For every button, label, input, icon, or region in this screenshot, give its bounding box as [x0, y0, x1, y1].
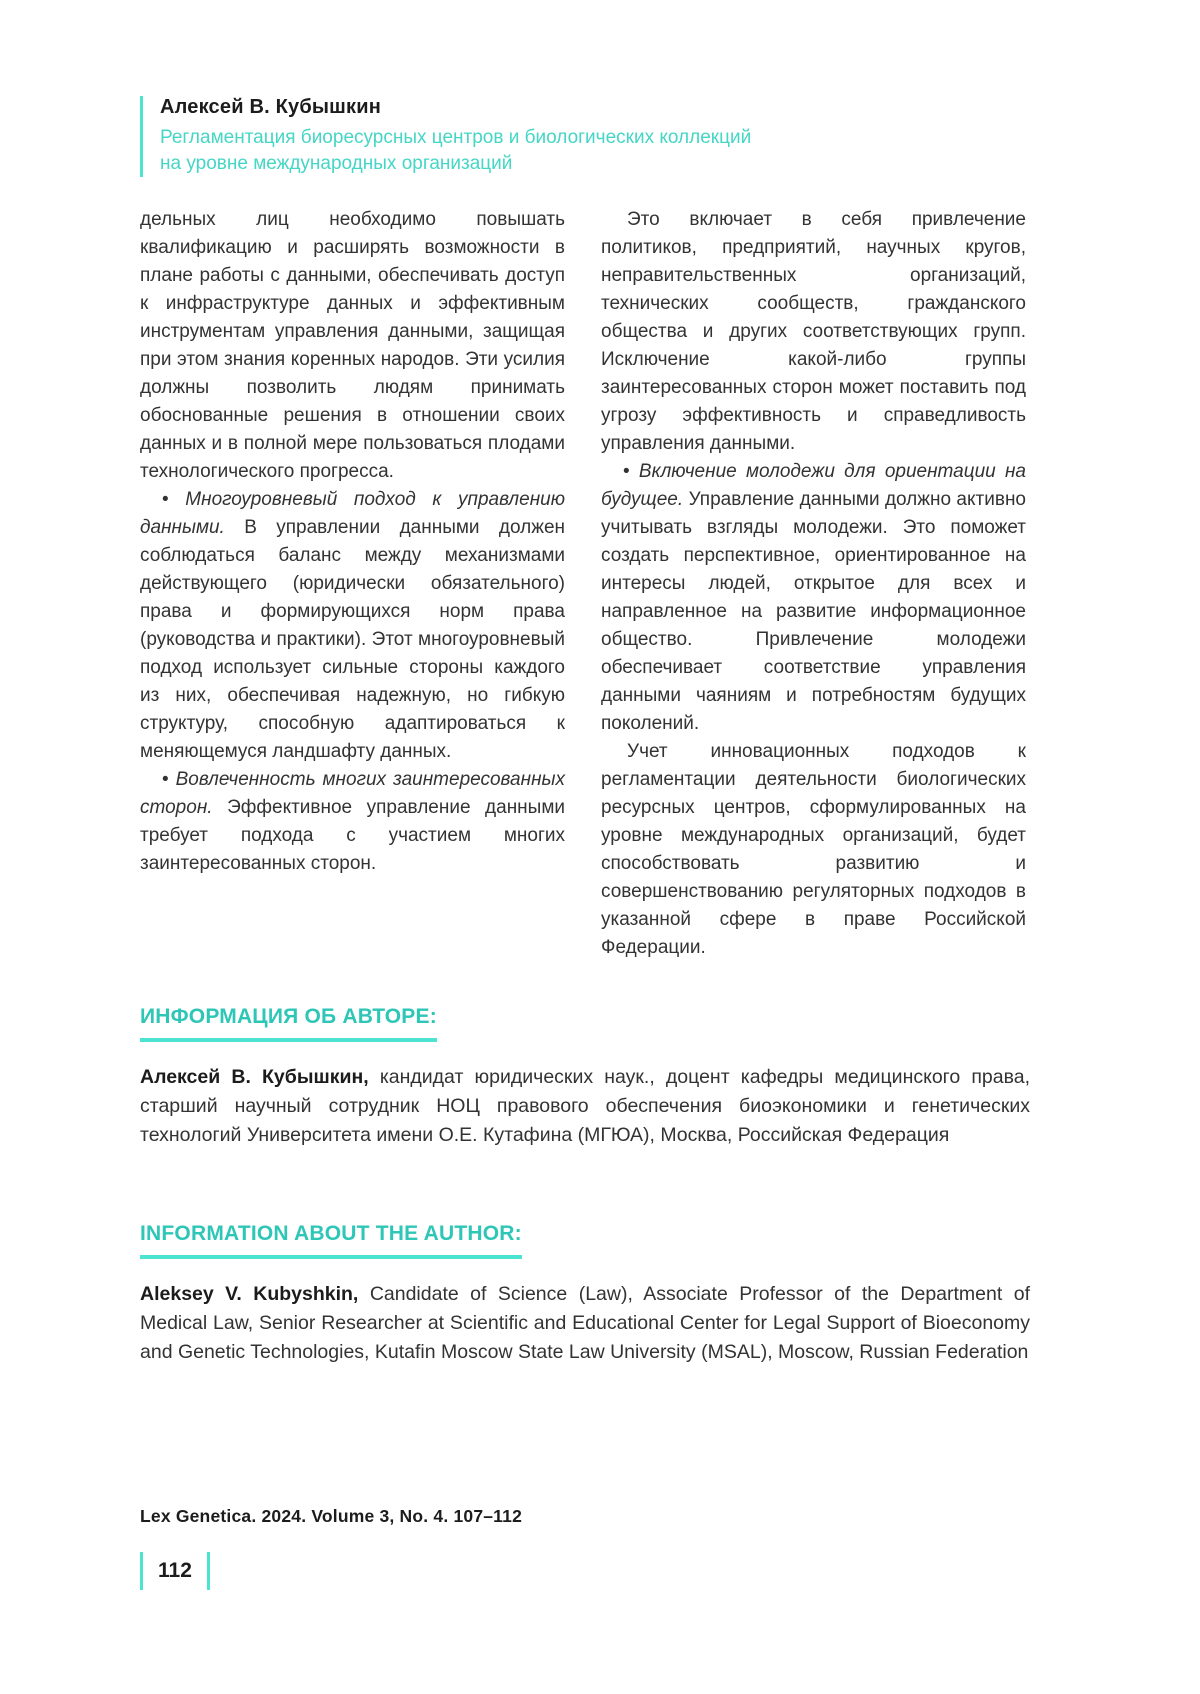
bullet-icon: •: [162, 489, 169, 510]
bullet-icon: •: [623, 461, 630, 482]
running-head-title-line-1: Регламентация биоресурсных центров и биологических коллекций: [160, 127, 752, 148]
bullet-lead: Многоуровневый подход к управлению данными.: [140, 489, 565, 538]
bullet-lead: Вовлеченность многих заинтересованных сторон.: [140, 769, 566, 818]
column-left: [140, 206, 565, 962]
author-info-ru: [140, 1005, 1030, 1150]
page-number-bar-left: [140, 1552, 143, 1590]
running-head-author: Алексей В. Кубышкин: [160, 96, 382, 118]
column-right: [601, 206, 1026, 962]
body-paragraph-bullet: • Вовлеченность многих заинтересованных сторон. Эффективное управление данными требует подхода с участием многих заинтересованных сторон.: [140, 769, 566, 874]
author-info-en: [140, 1222, 1030, 1367]
section-heading-ru: ИНФОРМАЦИЯ ОБ АВТОРЕ:: [140, 1005, 437, 1042]
page-number-block: [140, 1551, 210, 1591]
journal-reference: Lex Genetica. 2024. Volume 3, No. 4. 107–112: [140, 1506, 523, 1526]
author-info-ru-text: Алексей В. Кубышкин, кандидат юридических наук., доцент кафедры медицинского права, старший научный сотрудник НОЦ правового обеспечения биоэкономики и генетических технологий Университета имени О.Е. Кутафина (МГЮА), Москва, Российская Федерация: [140, 1066, 1031, 1146]
section-heading-en: INFORMATION ABOUT THE AUTHOR:: [140, 1222, 522, 1259]
author-name-ru: Алексей В. Кубышкин,: [140, 1066, 369, 1088]
body-paragraph: Это включает в себя привлечение политиков, предприятий, научных кругов, неправительственных организаций, технических сообществ, гражданского общества и других соответствующих групп. Исключение какой-либо группы заинтересованных сторон может поставить под угрозу эффективность и справедливость управления данными.: [601, 209, 1026, 454]
page-number: 112: [158, 1559, 192, 1582]
running-head-title-line-2: на уровне международных организаций: [160, 153, 513, 174]
author-info-en-text: Aleksey V. Kubyshkin, Candidate of Science (Law), Associate Professor of the Department of Medical Law, Senior Researcher at Scientific and Educational Center for Legal Support of Bioeconomy and Genetic Technologies, Kutafin Moscow State Law University (MSAL), Moscow, Russian Federation: [140, 1283, 1030, 1363]
bullet-icon: •: [162, 769, 169, 790]
article-header: [140, 96, 751, 177]
body-paragraph-bullet: • Включение молодежи для ориентации на будущее. Управление данными должно активно учитывать взгляды молодежи. Это поможет создать перспективное, ориентированное на интересы людей, открытое для всех и направленное на развитие информационное общество. Привлечение молодежи обеспечивает соответствие управления данными чаяниям и потребностям будущих поколений.: [601, 461, 1026, 734]
body-paragraph: дельных лиц необходимо повышать квалификацию и расширять возможности в плане работы с данными, обеспечивать доступ к инфраструктуре данных и эффективным инструментам управления данными, защищая при этом знания коренных народов. Эти усилия должны позволить людям принимать обоснованные решения в отношении своих данных и в полной мере пользоваться плодами технологического прогресса.: [140, 209, 565, 482]
page-number-bar-right: [207, 1552, 210, 1590]
body-paragraph-bullet: • Многоуровневый подход к управлению данными. В управлении данными должен соблюдаться баланс между механизмами действующего (юридически обязательного) права и формирующихся норм права (руководства и практики). Этот многоуровневый подход использует сильные стороны каждого из них, обеспечивая надежную, но гибкую структуру, способную адаптироваться к меняющемуся ландшафту данных.: [140, 489, 566, 762]
body-paragraph: Учет инновационных подходов к регламентации деятельности биологических ресурсных центров, сформулированных на уровне международных организаций, будет способствовать развитию и совершенствованию регуляторных подходов в указанной сфере в праве Российской Федерации.: [601, 741, 1026, 958]
article-body: [140, 206, 1026, 962]
bullet-lead: Включение молодежи для ориентации на будущее.: [601, 461, 1026, 510]
author-name-en: Aleksey V. Kubyshkin,: [140, 1283, 359, 1305]
